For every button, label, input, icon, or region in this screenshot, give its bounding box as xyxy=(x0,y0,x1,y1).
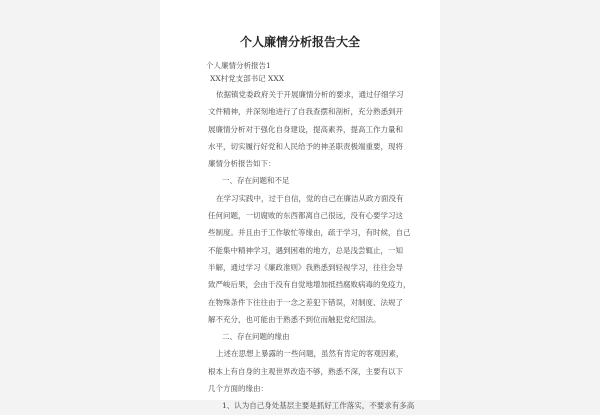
body-line: 半解，通过学习《廉政准则》我熟悉到轻视学习，往往会导 xyxy=(208,262,403,272)
body-line: 致严峻后果，会由于没有自觉地增加抵挡腐败病毒的免疫力， xyxy=(208,280,411,290)
body-line: 水平，切实履行好党和人民给予的神圣职责极端重要，现将 xyxy=(208,141,403,151)
body-line: 1、认为自己身处基层主要是抓好工作落实，不要求有多高 xyxy=(222,401,415,411)
body-line: 在学习实践中，过于自信，觉的自己在廉洁从政方面没有 xyxy=(216,193,404,203)
body-line: 些制度。并且由于工作敏忙等缘由，疏于学习，有时候，自己 xyxy=(208,228,411,238)
document-subtitle: 个人廉情分析报告1 xyxy=(206,61,271,70)
body-line: 根本上有自身的主观世界改造不够，熟悉不深，主要有以下 xyxy=(208,366,403,376)
body-line: 展廉情分析对于强化自身建设，提高素养，提高工作力量和 xyxy=(208,124,403,134)
document-author: XX村党支部书记 XXX xyxy=(210,74,285,83)
document-title: 个人廉情分析报告大全 xyxy=(239,35,360,49)
body-line: 解不充分，也可能由于熟悉不到位而触犯党纪国法。 xyxy=(208,314,381,324)
body-line: 廉情分析报告如下： xyxy=(208,159,276,169)
document-page xyxy=(160,0,440,411)
body-line: 在物殊条件下往往由于一念之差犯下错误，对制度、法规了 xyxy=(208,297,403,307)
body-line: 不能集中精神学习，遇到困难的地方，总是浅尝辄止，一知 xyxy=(208,245,403,255)
body-line: 依据镇党委政府关于开展廉情分析的要求，通过仔细学习 xyxy=(216,90,404,99)
section-heading: 一、存在问题和不足 xyxy=(222,176,290,186)
section-heading: 二、存在问题的缘由 xyxy=(222,332,290,342)
body-line: 任何问题，一切腐败的东西都离自己很远，没有心要学习这 xyxy=(208,211,403,221)
document-body xyxy=(208,86,444,415)
body-line: 上述在思想上暴露的一些问题，虽然有肯定的客观因素， xyxy=(216,349,404,359)
body-line: 几个方面的缘由： xyxy=(208,384,268,394)
body-line: 文件精神，并深刻地进行了自我查摆和剖析，充分熟悉到开 xyxy=(208,107,403,117)
